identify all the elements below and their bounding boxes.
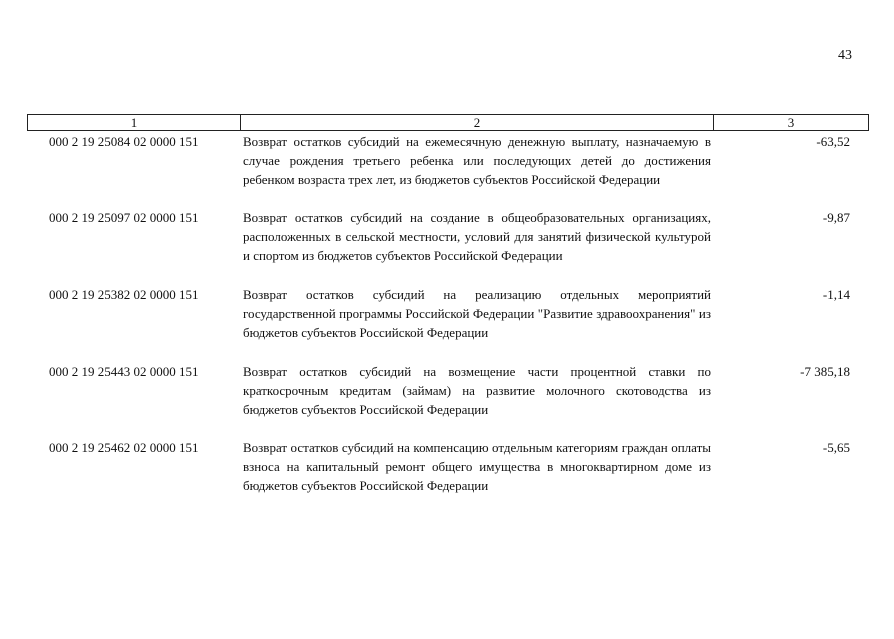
row-description: Возврат остатков субсидий на создание в общеобразовательных организациях, расположенных в сельской местности, условий для занятий физической культурой и спортом из бюджетов субъектов Российской Федерации [243, 210, 711, 263]
page-number: 43 [838, 48, 852, 63]
budget-code: 000 2 19 25462 02 0000 151 [49, 440, 199, 455]
table-header-row [27, 114, 869, 131]
column-header-1: 1 [28, 115, 241, 130]
column-header-2: 2 [241, 115, 714, 130]
row-description: Возврат остатков субсидий на компенсацию отдельным категориям граждан оплаты взноса на капитальный ремонт общего имущества в многоквартирном доме из бюджетов субъектов Российской Федерации [243, 440, 711, 493]
row-description: Возврат остатков субсидий на ежемесячную денежную выплату, назначаемую в случае рождения третьего ребенка или последующих детей до достижения ребенком возраста трех лет, из бюджетов субъектов Российской Федерации [243, 134, 711, 187]
budget-code: 000 2 19 25097 02 0000 151 [49, 210, 199, 225]
row-amount: -7 385,18 [800, 364, 850, 379]
row-amount: -63,52 [816, 134, 850, 149]
column-header-3: 3 [787, 115, 795, 130]
row-description: Возврат остатков субсидий на реализацию отдельных мероприятий государственной программы Российской Федерации "Развитие здравоохранения" из бюджетов субъектов Российской Федерации [243, 287, 711, 340]
budget-code: 000 2 19 25443 02 0000 151 [49, 364, 199, 379]
row-amount: -9,87 [822, 210, 850, 225]
row-amount: -5,65 [822, 440, 850, 455]
row-amount: -1,14 [822, 287, 850, 302]
budget-code: 000 2 19 25084 02 0000 151 [49, 134, 199, 149]
budget-code: 000 2 19 25382 02 0000 151 [49, 287, 199, 302]
row-description: Возврат остатков субсидий на возмещение части процентной ставки по краткосрочным кредитам (займам) на развитие молочного скотоводства из бюджетов субъектов Российской Федерации [243, 364, 711, 417]
